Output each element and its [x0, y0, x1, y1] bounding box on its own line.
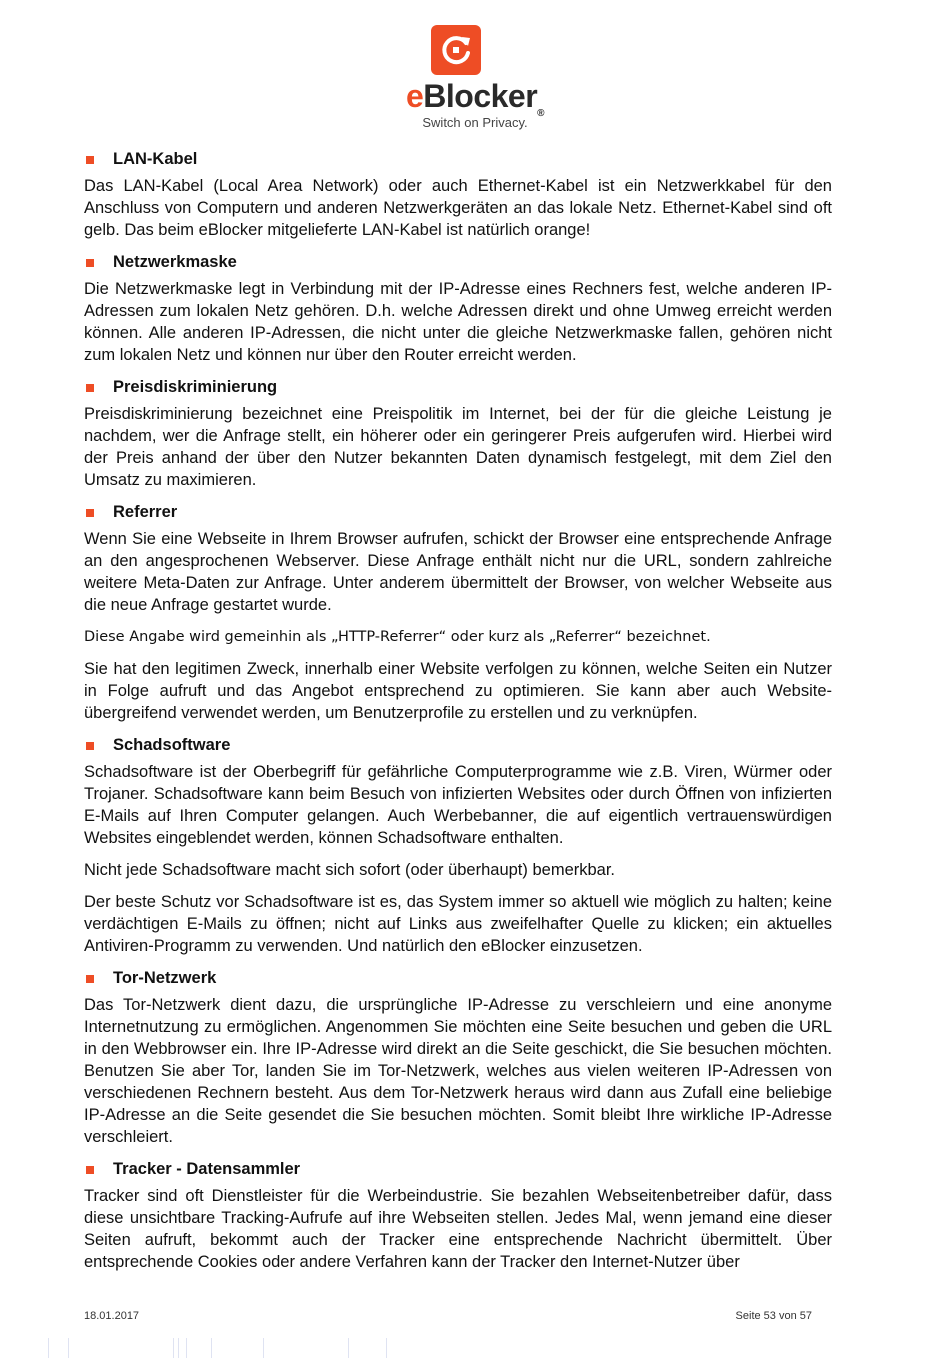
paragraph: Das LAN-Kabel (Local Area Network) oder auch Ethernet-Kabel ist ein Netzwerkkabel für den Anschluss von Computern und anderen Netzwerkgeräten an das lokale Netz. Ethernet-Kabel sind oft gelb. Das beim eBlocker mitgelieferte LAN-Kabel ist natürlich orange! — [84, 177, 832, 239]
refresh-icon — [431, 25, 481, 75]
bullet-icon — [86, 259, 94, 267]
tick-mark — [211, 1338, 212, 1358]
bullet-icon — [86, 156, 94, 164]
tick-mark — [348, 1338, 349, 1358]
paragraph: Preisdiskriminierung bezeichnet eine Preispolitik im Internet, bei der für die gleiche Leistung je nachdem, wer die Anfrage stellt, ein höherer oder ein geringerer Preis aufgerufen wird. Hierbei wird der Preis anhand der über den Nutzer bekannten Daten dynamisch festgelegt, mit dem Ziel den Umsatz zu maximieren. — [84, 405, 832, 489]
paragraph: Wenn Sie eine Webseite in Ihrem Browser aufrufen, schickt der Browser eine entsprechende Anfrage an den angesprochenen Webserver. Diese Anfrage enthält nicht nur die URL, sondern zahlreiche weitere Meta-Daten zur Anfrage. Unter anderem übermittelt der Browser, von welcher Webseite aus die neue Anfrage gestartet wurde. — [84, 530, 832, 614]
bullet-icon — [86, 384, 94, 392]
section-title-referrer: Referrer — [84, 501, 832, 523]
bullet-icon — [86, 1166, 94, 1174]
tick-mark — [186, 1338, 187, 1358]
paragraph: Die Netzwerkmaske legt in Verbindung mit der IP-Adresse eines Rechners fest, welche anderen IP-Adressen zum lokalen Netz gehören. D.h. welche Adressen direkt und ohne Umweg erreicht werden können. Alle anderen IP-Adressen, die nicht unter die gleiche Netzwerkmaske fallen, gehören nicht zum lokalen Netz und können nur über den Router erreicht werden. — [84, 280, 832, 364]
footer-page-number: Seite 53 von 57 — [735, 1310, 812, 1322]
paragraph: Der beste Schutz vor Schadsoftware ist es, das System immer so aktuell wie möglich zu halten; keine verdächtigen E-Mails zu öffnen; nicht auf Links aus zweifelhafter Quelle zu klicken; ein aktuelles Antiviren-Programm zu verwenden. Und natürlich den eBlocker einzusetzen. — [84, 893, 832, 955]
paragraph: Nicht jede Schadsoftware macht sich sofort (oder überhaupt) bemerkbar. — [84, 861, 616, 879]
footer-date: 18.01.2017 — [84, 1310, 140, 1322]
bullet-icon — [86, 975, 94, 983]
paragraph: Das Tor-Netzwerk dient dazu, die ursprüngliche IP-Adresse zu verschleiern und eine anonyme Internetnutzung zu ermöglichen. Angenommen Sie möchten eine Seite besuchen und geben die URL in den Webbrowser ein. Ihre IP-Adresse wird direkt an die Seite geschickt, die Sie besuchen möchten. Benutzen Sie aber Tor, landen Sie im Tor-Netzwerk, welches aus vielen weiteren IP-Adressen von verschiedenen Rechnern besteht. Aus dem Tor-Netzwerk heraus wird dann aus Zufall eine beliebige IP-Adresse an die Seite gesendet die Sie besuchen möchten. Somit bleibt Ihre wirkliche IP-Adresse verschleiert. — [84, 996, 832, 1146]
section-title-tor-netzwerk: Tor-Netzwerk — [84, 967, 832, 989]
page-header — [0, 0, 950, 140]
section-title-netzwerkmaske: Netzwerkmaske — [84, 251, 832, 273]
paragraph: Schadsoftware ist der Oberbegriff für gefährliche Computerprogramme wie z.B. Viren, Würmer oder Trojaner. Schadsoftware kann beim Besuch von infizierten Websites oder durch Öffnen von infizierten E-Mails auf Ihren Computer gelangen. Auch Werbebanner, die auf eigentlich vertrauenswürdigen Websites eingeblendet werden, können Schadsoftware enthalten. — [84, 763, 832, 847]
paragraph: Tracker sind oft Dienstleister für die Werbeindustrie. Sie bezahlen Webseitenbetreiber dafür, dass diese unsichtbare Tracking-Aufrufe auf ihre Webseiten stellen. Jedes Mal, wenn jemand eine dieser Seiten aufruft, bekommt auch der Tracker eine entsprechende Nachricht übermittelt. Über entsprechende Cookies oder andere Verfahren kann der Tracker den Internet-Nutzer über — [84, 1187, 832, 1271]
tick-mark — [48, 1338, 49, 1358]
section-title-schadsoftware: Schadsoftware — [84, 734, 832, 756]
section-title-lan-kabel: LAN-Kabel — [84, 148, 832, 170]
scan-artifact — [48, 1338, 448, 1358]
bullet-icon — [86, 742, 94, 750]
section-title-tracker: Tracker - Datensammler — [84, 1158, 832, 1180]
bullet-icon — [86, 509, 94, 517]
section-title-preisdiskriminierung: Preisdiskriminierung — [84, 376, 832, 398]
brand-tagline: Switch on Privacy. — [422, 115, 528, 130]
tick-mark — [68, 1338, 69, 1358]
paragraph: Sie hat den legitimen Zweck, innerhalb einer Website verfolgen zu können, welche Seiten ein Nutzer in Folge aufruft und das Angebot entsprechend zu optimieren. Sie kann aber auch Website-übergreifend verwendet werden, um Benutzerprofile zu erstellen und zu verknüpfen. — [84, 660, 832, 722]
logo-mark — [431, 25, 481, 75]
tick-mark — [386, 1338, 387, 1358]
document-body — [84, 148, 832, 1283]
tick-mark — [173, 1338, 174, 1358]
paragraph: Diese Angabe wird gemeinhin als „HTTP-Referrer“ oder kurz als „Referrer“ bezeichnet. — [84, 629, 711, 645]
brand-name: eBlocker® — [405, 78, 545, 119]
tick-mark — [263, 1338, 264, 1358]
tick-mark — [178, 1338, 179, 1358]
